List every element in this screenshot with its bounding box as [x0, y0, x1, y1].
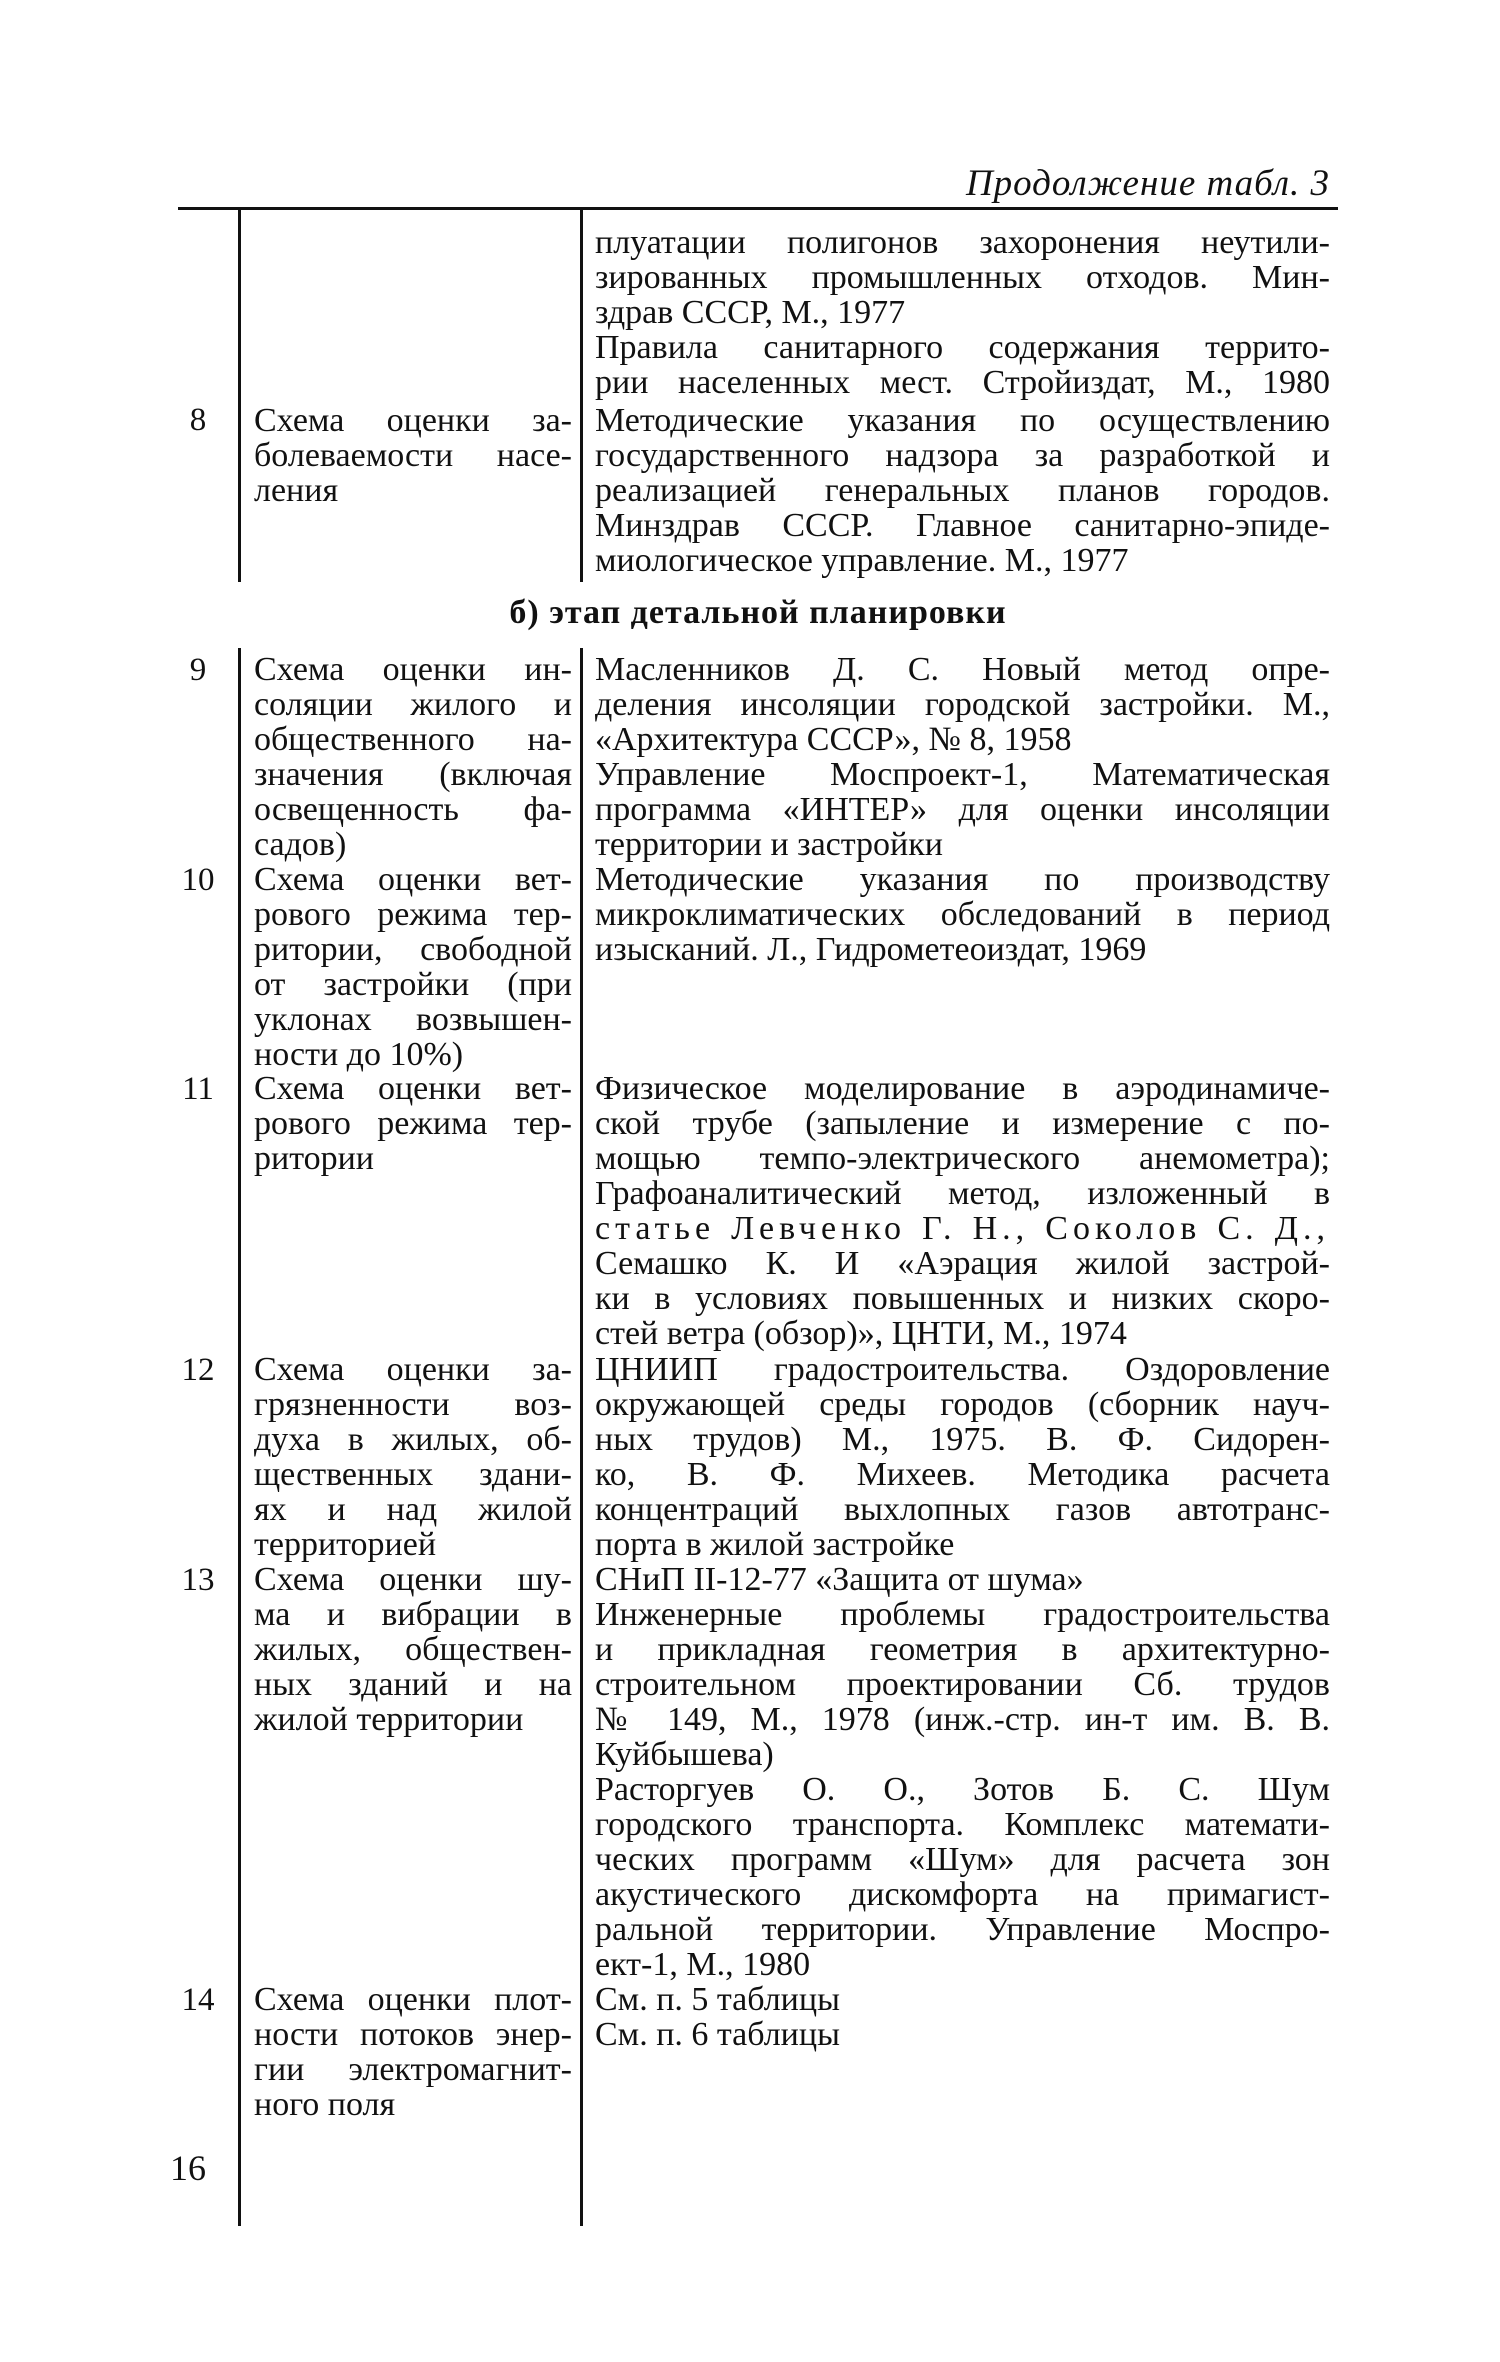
ref-line: Куйбышева)	[595, 1736, 774, 1773]
ref-line: ЦНИИП градостроительства. Оздоровление	[595, 1351, 1330, 1388]
ref-line: Семашко К. И «Аэрация жилой застрой-	[595, 1245, 1330, 1282]
scheme-line: Схема оценки за-	[254, 402, 572, 439]
scheme-line: соляции жилого и	[254, 686, 572, 723]
scheme-line: ях и над жилой	[254, 1491, 572, 1528]
scheme-cell	[254, 652, 572, 862]
ref-line: См. п. 6 таблицы	[595, 2016, 840, 2053]
row-number: 10	[181, 862, 215, 898]
ref-line: стей ветра (обзор)», ЦНТИ, М., 1974	[595, 1315, 1127, 1352]
scheme-line: садов)	[254, 826, 347, 863]
ref-line: ческих программ «Шум» для расчета зон	[595, 1841, 1330, 1878]
ref-line: ской трубе (запыление и измерение с по-	[595, 1105, 1330, 1142]
ref-line: окружающей среды городов (сборник науч-	[595, 1386, 1330, 1423]
row-number: 14	[181, 1982, 215, 2018]
scheme-line: ритории	[254, 1140, 374, 1177]
ref-line: См. п. 5 таблицы	[595, 1981, 840, 2018]
scheme-line: территорией	[254, 1526, 437, 1563]
ref-line: ки в условиях повышенных и низких скоро-	[595, 1280, 1330, 1317]
scheme-line: Схема оценки плот-	[254, 1981, 572, 2018]
scheme-line: болеваемости насе-	[254, 437, 572, 474]
column-rule-mid-a	[580, 210, 583, 582]
scheme-line: общественного на-	[254, 721, 572, 758]
ref-line: городского транспорта. Комплекс математи-	[595, 1806, 1330, 1843]
scheme-cell	[254, 1071, 572, 1176]
ref-line: мощью темпо-электрического анемометра);	[595, 1140, 1330, 1177]
scheme-line: ного поля	[254, 2086, 396, 2123]
scheme-line: Схема оценки вет-	[254, 1070, 572, 1107]
ref-line: акустического дискомфорта на примагист-	[595, 1876, 1330, 1913]
refs-cell	[595, 403, 1330, 578]
scheme-line: освещенность фа-	[254, 791, 572, 828]
scheme-line: Схема оценки за-	[254, 1351, 572, 1388]
ref-line: Правила санитарного содержания террито-	[595, 329, 1330, 366]
scheme-line: жилой территории	[254, 1701, 524, 1738]
ref-line: и прикладная геометрия в архитектурно-	[595, 1631, 1330, 1668]
ref-line: микроклиматических обследований в период	[595, 896, 1330, 933]
table-top-rule	[178, 207, 1338, 210]
column-rule-left-b	[238, 648, 241, 2226]
ref-line: ект-1, М., 1980	[595, 1946, 811, 1983]
row-number: 9	[189, 652, 207, 688]
scheme-cell	[254, 1562, 572, 1737]
ref-line: Методические указания по производству	[595, 861, 1330, 898]
scheme-cell	[254, 1982, 572, 2122]
ref-line: концентраций выхлопных газов автотранс-	[595, 1491, 1330, 1528]
scheme-line: ности потоков энер-	[254, 2016, 572, 2053]
scheme-line: Схема оценки ин-	[254, 651, 572, 688]
ref-line: Управление Моспроект-1, Математическая	[595, 756, 1330, 793]
scheme-cell	[254, 403, 572, 508]
ref-line: программа «ИНТЕР» для оценки инсоляции	[595, 791, 1330, 828]
scheme-line: грязненности воз-	[254, 1386, 572, 1423]
ref-line: Методические указания по осуществлению	[595, 402, 1330, 439]
column-rule-left-a	[238, 210, 241, 582]
row-number: 12	[181, 1352, 215, 1388]
ref-line: реализацией генеральных планов городов.	[595, 472, 1330, 509]
table-continuation-header: Продолжение табл. 3	[965, 163, 1330, 204]
scheme-line: от застройки (при	[254, 966, 572, 1003]
ref-line: государственного надзора за разработкой и	[595, 437, 1330, 474]
refs-cell	[595, 862, 1330, 967]
scheme-line: рового режима тер-	[254, 896, 572, 933]
ref-line: ных трудов) М., 1975. В. Ф. Сидорен-	[595, 1421, 1330, 1458]
refs-cell	[595, 652, 1330, 862]
ref-line: строительном проектировании Сб. трудов	[595, 1666, 1330, 1703]
scheme-line: гии электромагнит-	[254, 2051, 572, 2088]
ref-line: Инженерные проблемы градостроительства	[595, 1596, 1330, 1633]
scheme-line: ма и вибрации в	[254, 1596, 572, 1633]
table-row-cont-refs	[595, 225, 1330, 400]
scheme-line: ных зданий и на	[254, 1666, 572, 1703]
scheme-line: значения (включая	[254, 756, 572, 793]
ref-line: статье Левченко Г. Н., Соколов С. Д.,	[595, 1210, 1330, 1247]
scheme-line: рового режима тер-	[254, 1105, 572, 1142]
scheme-line: жилых, обществен-	[254, 1631, 572, 1668]
ref-line: № 149, М., 1978 (инж.-стр. ин-т им. В. В.	[595, 1701, 1330, 1738]
ref-line: зированных промышленных отходов. Мин-	[595, 259, 1330, 296]
scheme-cell	[254, 1352, 572, 1562]
refs-cell	[595, 1562, 1330, 1982]
ref-line: деления инсоляции городской застройки. М.,	[595, 686, 1330, 723]
refs-cell	[595, 1352, 1330, 1562]
section-heading: б) этап детальной планировки	[509, 594, 1007, 631]
scheme-line: ности до 10%)	[254, 1036, 464, 1073]
scheme-line: уклонах возвышен-	[254, 1001, 572, 1038]
column-rule-mid-b	[580, 648, 583, 2226]
ref-line: СНиП II-12-77 «Защита от шума»	[595, 1561, 1084, 1598]
ref-line: порта в жилой застройке	[595, 1526, 955, 1563]
scheme-line: щественных здани-	[254, 1456, 572, 1493]
ref-line: территории и застройки	[595, 826, 943, 863]
ref-line: Масленников Д. С. Новый метод опре-	[595, 651, 1330, 688]
scheme-line: ритории, свободной	[254, 931, 572, 968]
row-number: 11	[182, 1071, 214, 1107]
scheme-line: ления	[254, 472, 339, 509]
ref-line: ральной территории. Управление Моспро-	[595, 1911, 1330, 1948]
ref-line: миологическое управление. М., 1977	[595, 542, 1129, 579]
ref-line: ко, В. Ф. Михеев. Методика расчета	[595, 1456, 1330, 1493]
ref-line: здрав СССР, М., 1977	[595, 294, 906, 331]
ref-line: Физическое моделирование в аэродинамиче-	[595, 1070, 1330, 1107]
scheme-line: духа в жилых, об-	[254, 1421, 572, 1458]
scheme-cell	[254, 862, 572, 1072]
ref-line: Минздрав СССР. Главное санитарно-эпиде-	[595, 507, 1330, 544]
ref-line: Расторгуев О. О., Зотов Б. С. Шум	[595, 1771, 1330, 1808]
row-number: 8	[189, 402, 207, 438]
refs-cell	[595, 1071, 1330, 1351]
refs-cell	[595, 1982, 1330, 2052]
page-number: 16	[170, 2148, 206, 2188]
ref-line: рии населенных мест. Стройиздат, М., 1980	[595, 364, 1330, 401]
ref-line: Графоаналитический метод, изложенный в	[595, 1175, 1330, 1212]
row-number: 13	[181, 1562, 215, 1598]
ref-line: плуатации полигонов захоронения неутили-	[595, 224, 1330, 261]
ref-line: изысканий. Л., Гидрометеоиздат, 1969	[595, 931, 1147, 968]
ref-line: «Архитектура СССР», № 8, 1958	[595, 721, 1072, 758]
scheme-line: Схема оценки шу-	[254, 1561, 572, 1598]
scheme-line: Схема оценки вет-	[254, 861, 572, 898]
